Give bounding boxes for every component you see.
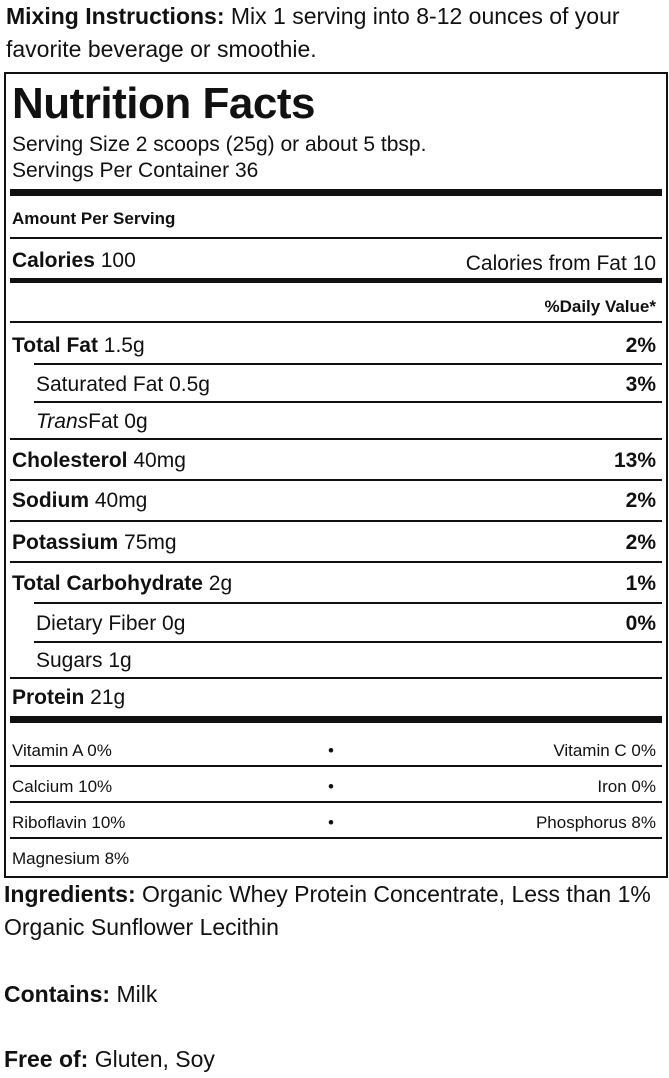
vitamin-row <box>12 738 656 764</box>
rule <box>10 438 662 440</box>
vitamin-right: Phosphorus 8% <box>535 813 656 832</box>
vitamin-left: Magnesium 8% <box>12 849 130 868</box>
mixing-label: Mixing Instructions: <box>6 3 225 29</box>
calories-from-fat: Calories from Fat 10 <box>465 252 656 275</box>
nutrient-amount: 40mg <box>89 489 148 512</box>
medium-rule <box>10 278 662 283</box>
rule <box>10 520 662 522</box>
rule <box>10 801 662 803</box>
bullet: • <box>328 777 334 796</box>
vitamin-right: Iron 0% <box>597 777 656 796</box>
free-of-text: Gluten, Soy <box>88 1046 215 1072</box>
nutrient-row <box>12 448 656 474</box>
vitamin-left: Vitamin A 0% <box>12 741 112 760</box>
nutrient-dv: 13% <box>613 449 656 472</box>
nutrient-name: Fat 0g <box>88 410 148 433</box>
ingredients-label: Ingredients: <box>4 881 136 907</box>
amount-per-serving: Amount Per Serving <box>12 209 176 228</box>
nutrient-row <box>12 571 656 597</box>
rule <box>34 602 662 604</box>
nutrient-name: Sugars 1g <box>36 649 132 672</box>
nutrient-row <box>12 685 656 711</box>
nutrient-name: Sodium <box>12 489 89 512</box>
vitamin-left: Calcium 10% <box>12 777 113 796</box>
nutrition-facts-panel <box>4 72 668 878</box>
nutrient-row <box>36 372 656 398</box>
nutrient-name: Potassium <box>12 531 119 554</box>
rule <box>10 765 662 767</box>
nutrient-name-italic: Trans <box>36 410 89 433</box>
rule <box>10 479 662 481</box>
calories-label: Calories <box>12 249 95 272</box>
nutrient-amount: 40mg <box>127 449 186 472</box>
rule <box>10 321 662 323</box>
bullet: • <box>328 813 334 832</box>
nutrient-name: Total Fat <box>12 334 98 357</box>
nutrient-amount: 75mg <box>118 531 177 554</box>
vitamin-row <box>12 846 656 872</box>
nutrient-dv: 2% <box>625 334 656 357</box>
rule <box>10 677 662 679</box>
calories-row <box>12 248 656 274</box>
thick-rule <box>10 189 662 196</box>
nutrient-row <box>12 530 656 556</box>
rule <box>10 561 662 563</box>
nutrient-dv: 1% <box>625 572 656 595</box>
vitamin-left: Riboflavin 10% <box>12 813 126 832</box>
nutrient-name: Cholesterol <box>12 449 128 472</box>
nutrient-dv: 2% <box>625 531 656 554</box>
bullet: • <box>328 741 334 760</box>
rule <box>34 363 662 365</box>
serving-size: Serving Size 2 scoops (25g) or about 5 tbsp. <box>12 133 427 156</box>
daily-value-header: %Daily Value* <box>544 297 656 316</box>
nutrient-name: Protein <box>12 686 85 709</box>
contains-label: Contains: <box>4 981 111 1007</box>
rule <box>10 237 662 239</box>
vitamin-row <box>12 774 656 800</box>
nutrient-dv: 2% <box>625 489 656 512</box>
contains-text: Milk <box>110 981 158 1007</box>
nutrient-dv: 0% <box>625 612 656 635</box>
rule <box>10 837 662 839</box>
mixing-instructions <box>6 0 666 66</box>
free-of-label: Free of: <box>4 1046 89 1072</box>
vitamin-row <box>12 810 656 836</box>
nutrient-row <box>36 648 656 674</box>
rule <box>34 401 662 403</box>
nutrient-row <box>36 409 656 435</box>
nutrition-title: Nutrition Facts <box>12 79 315 128</box>
nutrient-dv: 3% <box>625 373 656 396</box>
vitamin-right: Vitamin C 0% <box>553 741 656 760</box>
rule <box>34 641 662 643</box>
nutrient-name: Dietary Fiber 0g <box>36 612 186 635</box>
nutrient-row <box>36 611 656 637</box>
daily-value-header-row <box>12 294 656 320</box>
thick-rule <box>10 716 662 723</box>
calories-value: 100 <box>94 249 136 272</box>
servings-per-container: Servings Per Container 36 <box>12 159 259 182</box>
nutrient-amount: 1.5g <box>97 334 145 357</box>
nutrient-amount: 21g <box>84 686 126 709</box>
contains <box>4 978 664 1011</box>
nutrient-amount: 2g <box>202 572 233 595</box>
mixing-text: Mix 1 serving into 8-12 ounces of your favorite beverage or smoothie. <box>6 3 620 62</box>
ingredients <box>4 878 664 944</box>
nutrient-row <box>12 488 656 514</box>
ingredients-text: Organic Whey Protein Concentrate, Less than 1% Organic Sunflower Lecithin <box>4 881 651 940</box>
nutrient-name: Saturated Fat 0.5g <box>36 373 210 396</box>
nutrient-name: Total Carbohydrate <box>12 572 203 595</box>
nutrient-row <box>12 333 656 359</box>
free-of <box>4 1043 664 1076</box>
